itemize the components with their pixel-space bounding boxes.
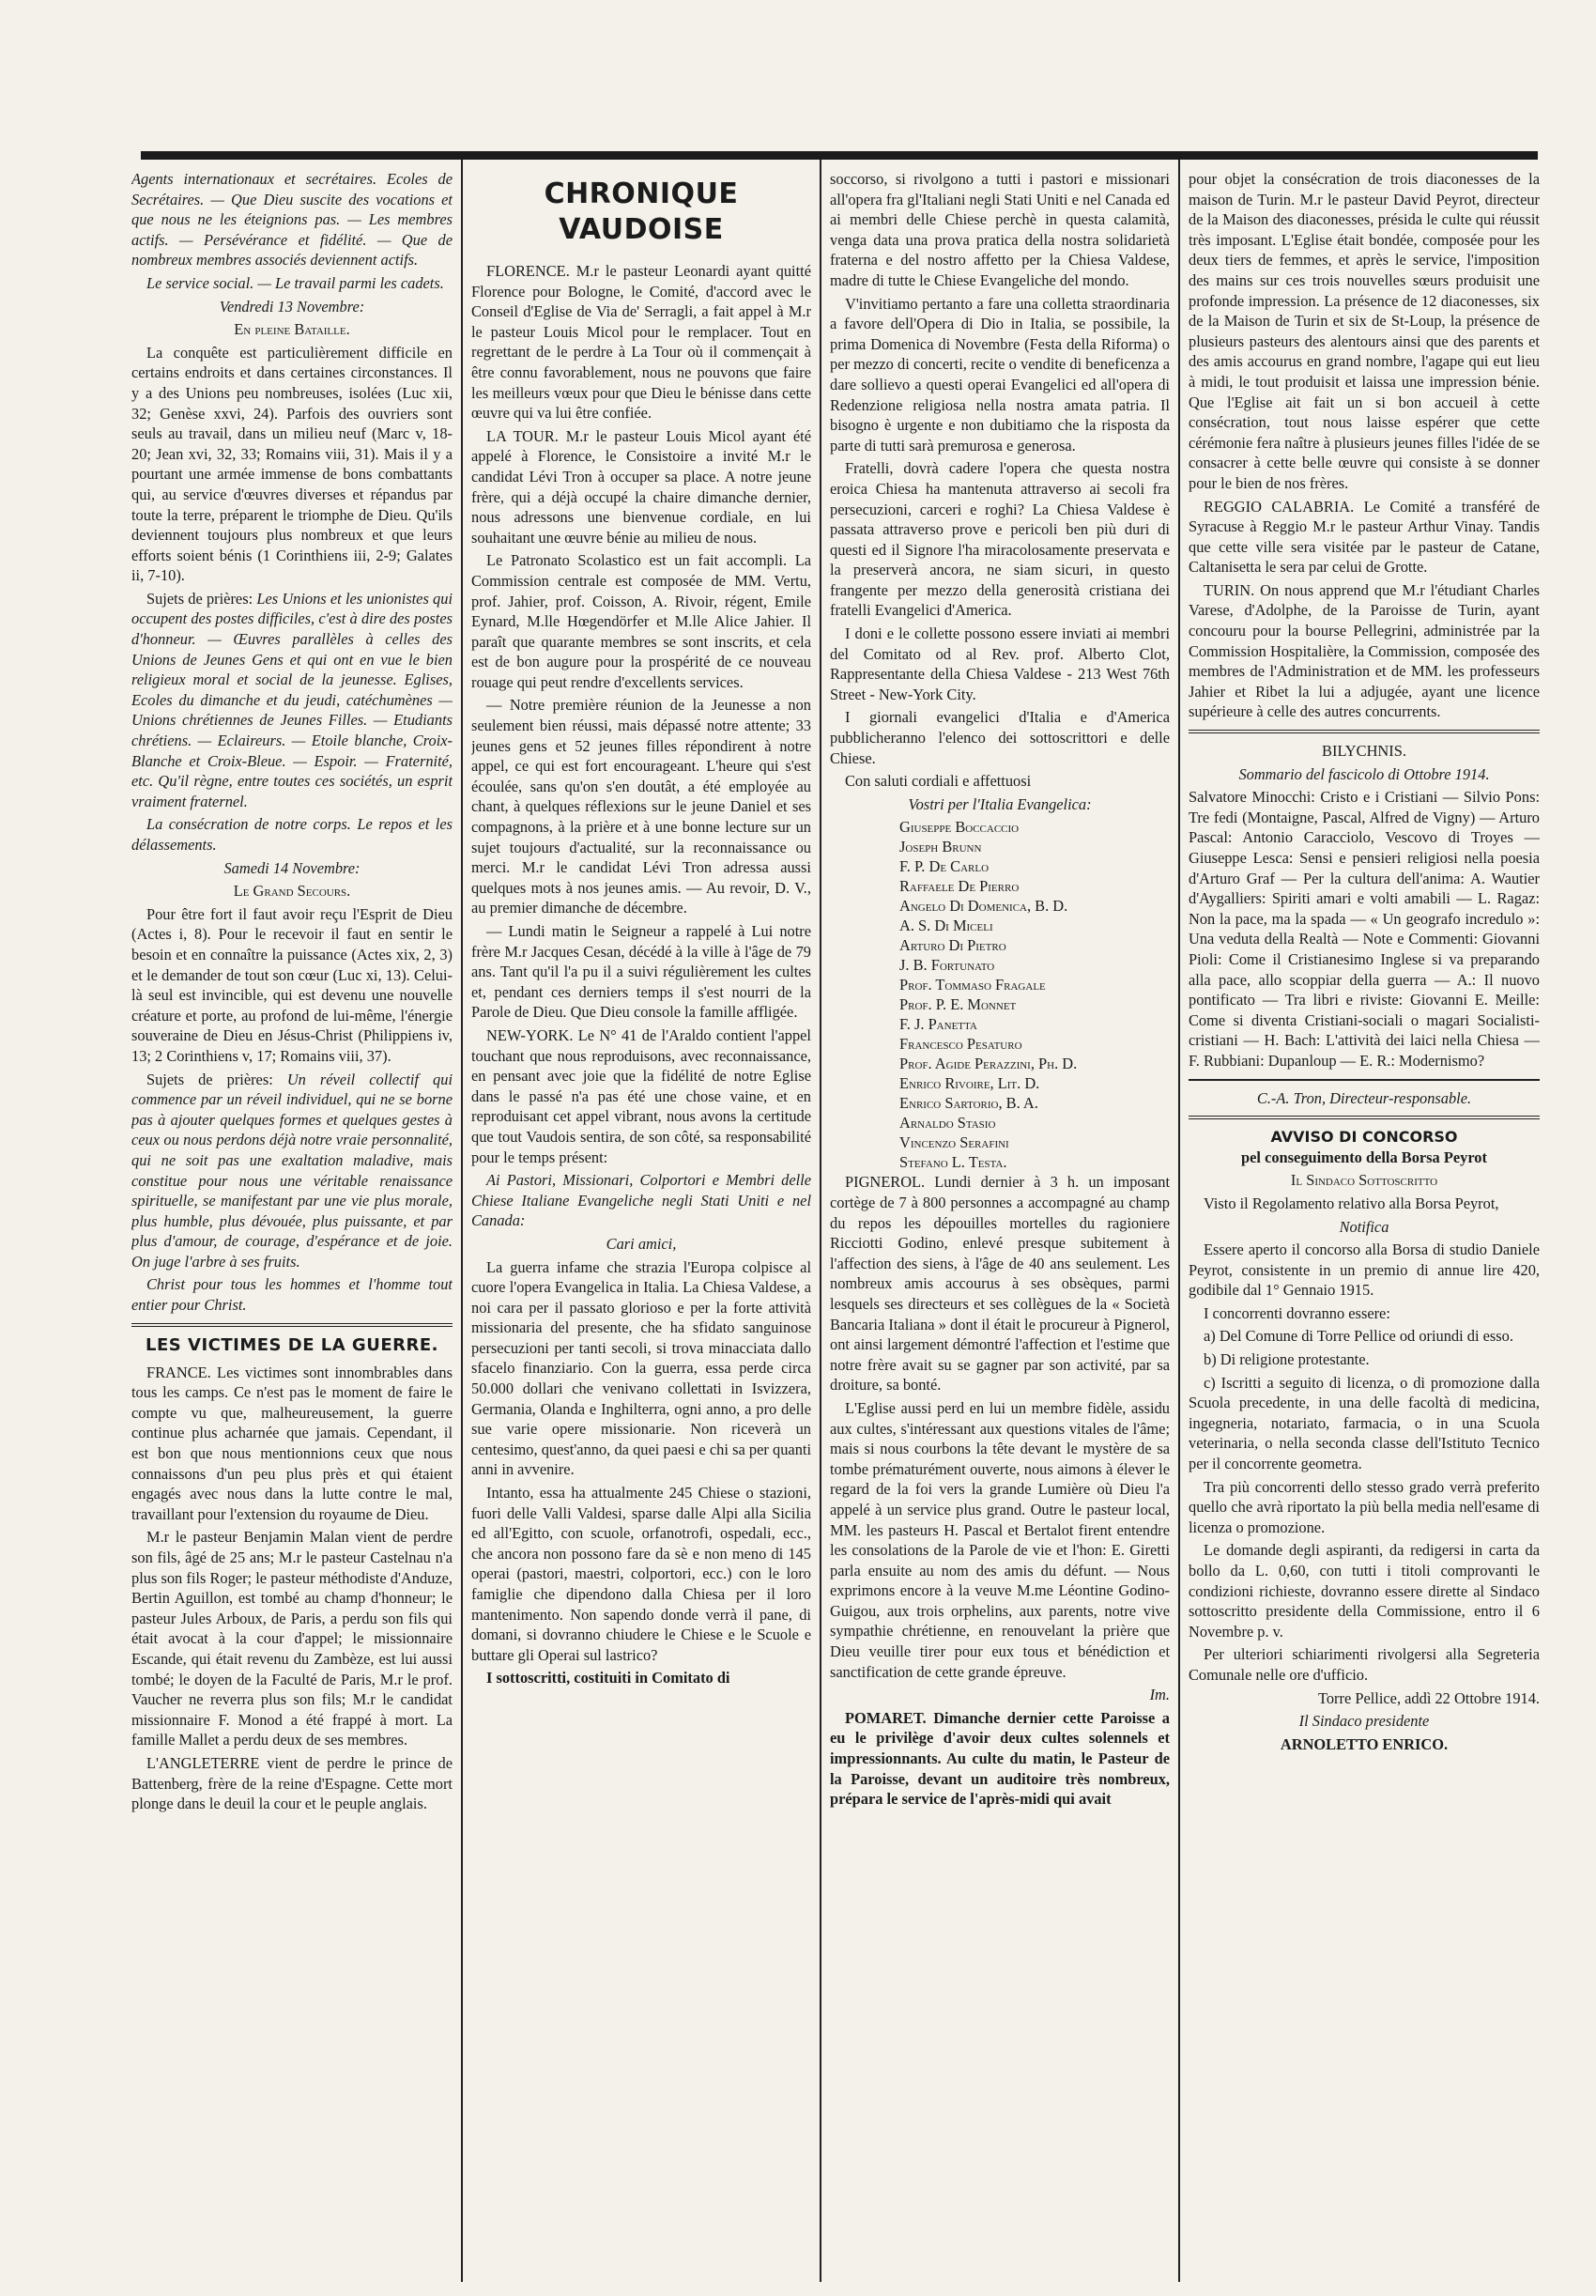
subheading: En pleine Bataille. <box>234 320 350 339</box>
paragraph: V'invitiamo pertanto a fare una colletta straordinaria a favore dell'Opera di Dio in Italia, se possibile, la prima Domenica di Novembre (Festa della Riforma) o per mezzo di concerti, recite o vendite di beneficenza a dare sollievo a questi operai Evangelici ed all'opera di Redenzione religiosa nella nostra amata patria. Il bisogno è urgente e non dubitiamo che la risposta da parte di tutti sarà premurosa e generosa. <box>830 294 1170 455</box>
closing: Vostri per l'Italia Evangelica: <box>908 794 1092 813</box>
paragraph: Christ pour tous les hommes et l'homme tout entier pour Christ. <box>131 1275 453 1315</box>
paragraph: Visto il Regolamento relativo alla Borsa Peyrot, <box>1204 1194 1499 1212</box>
signatory: Enrico Rivoire, Lit. D. <box>899 1074 1040 1093</box>
paragraph: pour objet la consécration de trois diaconesses de la maison de Turin. M.r le pasteur David Peyrot, directeur de la Maison des diaconesses, présida le culte qui réussit très imposant. L'Eglise était bondée, composée pour les deux tiers de femmes, et après le service, l'imposition des mains sur ces trois nouvelles sœurs produisit une profonde impression. La présence de 12 diaconesses, six de la Maison de Turin et six de St-Loup, la présence de plusieurs pasteurs des alentours ainsi que des parents et des amis accourus en grand nombre, l'agape qui eut lieu à midi, le tout produisit et laissa une impression bénie. Que l'Eglise ait fait un si bon accueil à cette consécration, tout nous laisse espérer que cette cérémonie fera naître à plusieurs jeunes filles l'idée de se consacrer à cette belle œuvre qui consiste à se donner pour le bien de nos frères. <box>1189 170 1540 492</box>
paragraph: LA TOUR. M.r le pasteur Louis Micol ayant été appelé à Florence, le Consistoire a invité M.r le candidat Lévi Tron à occuper sa place. A notre jeune frère, qui a déjà occupé la chaire dimanche dernier, nous adressons une bienvenue cordiale, en lui souhaitant une œuvre bénie au milieu de nous. <box>471 426 811 547</box>
signatory: Prof. Agide Perazzini, Ph. D. <box>899 1055 1078 1073</box>
paragraph: Con saluti cordiali e affettuosi <box>845 772 1032 791</box>
label: Sujets de prières: <box>146 1070 287 1088</box>
paragraph: Le Patronato Scolastico est un fait accompli. La Commission centrale est composée de MM. Vertu, prof. Jahier, prof. Coisson, A. Rivoir, régent, Emile Eynard, M.lle Hœgendörfer et M.lle Alice Jahier. Il paraît que quarante membres se sont inscrits, et cela est de bon augure pour la prospérité de ce nouveau rouage qui peut rendre d'excellents services. <box>471 551 811 691</box>
paragraph: Tra più concorrenti dello stesso grado verrà preferito quello che avrà riportato la più bella media nell'esame di licenza o promozione. <box>1189 1477 1540 1536</box>
signatory: A. S. Di Miceli <box>899 917 993 935</box>
paragraph: Le domande degli aspiranti, da redigersi in carta da bollo da L. 0,60, con tutti i titoli comprovanti le condizioni richieste, dovranno essere dirette al Sindaco sottoscritto presidente della Commissione, entro il 6 Novembre p. v. <box>1189 1541 1540 1641</box>
paragraph <box>131 1070 453 1272</box>
paragraph: NEW-YORK. Le N° 41 de l'Araldo contient l'appel touchant que nous reproduisons, avec reconnaissance, en pensant avec joie que la fidélité de notre Eglise dans le passé n'a pas été une chose vaine, et en reproduisant cet appel vibrant, nous avons la certitude que tout Vaudois sentira, de son côté, sa responsabilité pour le temps présent: <box>471 1025 811 1166</box>
paragraph: Notifica <box>1339 1217 1389 1236</box>
signatory: Joseph Brunn <box>899 838 982 856</box>
column-2 <box>471 169 811 1691</box>
label: Sujets de prières: <box>146 589 257 608</box>
subheading: Sommario del fascicolo di Ottobre 1914. <box>1238 764 1490 783</box>
paragraph: I concorrenti dovranno essere: <box>1204 1303 1390 1322</box>
paragraph: Intanto, essa ha attualmente 245 Chiese o stazioni, fuori delle Valli Valdesi, sparse dalle Alpi alla Sicilia ed all'Egitto, con scuole, orfanotrofi, ospedali, ecc., che ancora non possono fare da sè e non meno di 145 operai (pastori, maestri, colportori, ecc.) con le loro famiglie che dipendono dalla Chiesa per il loro mantenimento. Non sapendo donde verrà il pane, di domani, si dovranno chiudere le Chiese e le Scuole e buttare gli Operai sul lastrico? <box>471 1484 811 1664</box>
paragraph: La consécration de notre corps. Le repos et les délassements. <box>131 815 453 854</box>
signatory: Angelo Di Domenica, B. D. <box>899 897 1068 916</box>
paragraph: FRANCE. Les victimes sont innombrables dans tous les camps. Ce n'est pas le moment de faire le compte vu que, malheureusement, la guerre continue plus acharnée que jamais. Cependant, il est bon que nous mentionnions ceux que nous connaissons d'un peu plus près et qui étaient engagés avec nous dans la lutte contre le mal, travaillant pour l'extension du royaume de Dieu. <box>131 1363 453 1523</box>
paragraph: Essere aperto il concorso alla Borsa di studio Daniele Peyrot, consistente in un premio di annue lire 420, godibile dal 1° Gennaio 1915. <box>1189 1240 1540 1300</box>
date-line: Torre Pellice, addì 22 Ottobre 1914. <box>1318 1688 1540 1707</box>
signatory: Enrico Sartorio, B. A. <box>899 1094 1038 1113</box>
paragraph: Pour être fort il faut avoir reçu l'Esprit de Dieu (Actes i, 8). Pour le recevoir il faut en sentir le besoin et en connaître la puissance (Actes xix, 2, 3) et le demander de tout son cœur (Luc xi, 13). Celui-là seul est invincible, qui est devenu une nouvelle créature et porte, au profond de lui-même, l'énergie souveraine de Dieu en Jésus-Christ (Philippiens iv, 13; 2 Corinthiens v, 17; Romains viii, 37). <box>131 904 453 1065</box>
signatory: F. P. De Carlo <box>899 857 990 876</box>
paragraph: Salvatore Minocchi: Cristo e i Cristiani — Silvio Pons: Tre fedi (Montaigne, Pascal, Alfred de Vigny) — Arturo Pascal: Antonio Caracciolo, Vescovo di Troyes — Giuseppe Lesca: Sensi e pensieri religiosi nella poesia d'Arturo Graf — Per la cultura dell'anima: A. Wautier d'Aygalliers: Spiriti amari e volti amabili — L. Ragaz: Non la pace, ma la spada — « Un geografo incredulo »: Una veduta della Realtà — Note e Commenti: Giovanni Pioli: Come il Cristianesimo Inglese si va preparando alla pace, allo scoppiar della guerra — A.: Il nuovo pontificato — Tra libri e riviste: Giovanni E. Meille: Come si diventa Cristiani-sociali o magari Socialisti-cristiani — H. Bach: L'attività dei laici nella Chiesa — F. Rubbiani: Dupanloup — E. R.: Modernismo? <box>1189 788 1540 1070</box>
paragraph: Ai Pastori, Missionari, Colportori e Membri delle Chiese Italiane Evangeliche negli Stati Uniti e nel Canada: <box>471 1171 811 1230</box>
date-heading: Samedi 14 Novembre: <box>223 858 361 877</box>
signatory: F. J. Panetta <box>899 1015 977 1034</box>
signatory: Prof. P. E. Monnet <box>899 995 1017 1014</box>
paragraph: La guerra infame che strazia l'Europa colpisce al cuore l'opera Evangelica in Italia. La Chiesa Valdese, a noi cara per il passato glorioso e per la forte attività missionaria del presente, che ha sfidato sanguinose persecuzioni per tanti secoli, si trova minacciata dallo sfacelo finanziario. Con la guerra, essa perde circa 50.000 dollari che venivano collettati in Isvizzera, Germania, Olanda e Inghilterra, ogni anno, a pro delle sue varie opere missionarie. Non riceverà un centesimo, quest'anno, da quei paesi e chi sa per quanti anni in avvenire. <box>471 1257 811 1479</box>
paragraph: L'Eglise aussi perd en lui un membre fidèle, assidu aux cultes, s'intéressant aux questions vitales de l'âme; mais si nous courbons la tête devant le mystère de sa tombe prématurément ouverte, nous aimons à élever le regard de la foi vers la grande Lumière où Dieu l'a appelé à un service plus grand. Outre le pasteur local, MM. les pasteurs H. Pascal et Bertalot firent entendre les consolations de la Parole de vie et l'hon: E. Giretti parla ensuite au nom des amis du défunt. — Nous exprimons encore à la veuve M.me Léontine Godino-Guigou, aux trois orphelins, aux parents, notre vive sympathie chrétienne, en renouvelant la prière que Dieu veuille tirer pour eux tous et bénédiction et sanctification de cette grande épreuve. <box>830 1398 1170 1681</box>
paragraph: a) Del Comune di Torre Pellice od oriundi di esso. <box>1204 1327 1513 1346</box>
section-heading: BILYCHNIS. <box>1322 742 1406 761</box>
paragraph: I giornali evangelici d'Italia e d'America pubblicheranno l'elenco dei sottoscrittori e delle Chiese. <box>830 708 1170 767</box>
paragraph: b) Di religione protestante. <box>1204 1350 1370 1369</box>
date-heading: Vendredi 13 Novembre: <box>219 297 365 316</box>
signature: ARNOLETTO ENRICO. <box>1280 1734 1449 1753</box>
paragraph: — Lundi matin le Seigneur a rappelé à Lui notre frère M.r Jacques Cesan, décédé à la ville à l'âge de 79 ans. Tant qu'il l'a pu il a suivi régulièrement les cultes et, pendant ces derniers temps il s'est nourri de la Parole de Dieu. Que Dieu console la famille affligée. <box>471 922 811 1022</box>
paragraph: L'ANGLETERRE vient de perdre le prince de Battenberg, frère de la reine d'Espagne. Cette mort plonge dans le deuil la cour et le peuple anglais. <box>131 1753 453 1813</box>
paragraph: La conquête est particulièrement difficile en certains endroits et dans certaines circonstances. Il y a des Unions peu nombreuses, isolées (Luc xii, 32; Genèse xxvi, 24). Parfois des ouvriers sont seuls au travail, dans un milieu neuf (Marc v, 18-20; Jean xvi, 32, 33; Romains viii, 31). Mais il y a pourtant une armée immense de bons combattants qui, au service d'œuvres diverses et répandus par toute la terre, préparent le triomphe de Dieu. Qu'ils deviennent toujours plus nombreux et que leurs efforts soient bénis (1 Corinthiens iii, 2-9; Galates ii, 7-10). <box>131 343 453 585</box>
paragraph: Le service social. — Le travail parmi les cadets. <box>146 273 444 292</box>
paragraph: TURIN. On nous apprend que M.r l'étudiant Charles Varese, d'Adolphe, de la Paroisse de Turin, ayant concouru pour la bourse Pellegrini, administrée par la Commission Hospitalière, la Commission, composée des membres de l'Administration et de MM. les professeurs Jahier et Ribet la lui a adjugée, ayant une licence supérieure à celle des autres concurrents. <box>1189 580 1540 721</box>
director-line: C.-A. Tron, Directeur-responsable. <box>1256 1088 1472 1107</box>
notice-subtitle: pel conseguimento della Borsa Peyrot <box>1241 1148 1487 1166</box>
signatory-list <box>830 817 1170 1172</box>
column-1 <box>131 169 453 1817</box>
column-3 <box>830 169 1170 1812</box>
paragraph: — Notre première réunion de la Jeunesse a non seulement bien réussi, mais dépassé notre attente; 33 jeunes gens et 52 jeunes filles répondirent à notre appel, ce qui est fort encourageant. L'heure qui s'est écoulée, sans qu'on s'en doutât, a été employée au chant, à quelques réflexions sur le jeune Daniel et ses compagnons, à la prière et à une bonne lecture sur un sujet toujours d'actualité, sur la reconnaissance ou merci. M.r le candidat Lévi Tron adressa aussi quelques mots à nos jeunes amis. — Au revoir, D. V., au premier dimanche de décembre. <box>471 696 811 917</box>
signatory: Prof. Tommaso Fragale <box>899 976 1046 994</box>
subheading: Le Grand Secours. <box>233 882 351 901</box>
paragraph: c) Iscritti a seguito di licenza, o di promozione dalla Scuola precedente, in una delle facoltà di medicina, ingegneria, notariato, farmacia, o in una Scuola veterinaria, o nella seconda classe dell'Istituto Tecnico per il concorrente geometra. <box>1189 1373 1540 1473</box>
paragraph: FLORENCE. M.r le pasteur Leonardi ayant quitté Florence pour Bologne, le Comité, d'accord avec le Conseil d'Eglise de Via de' Serragli, a fait appel à M.r le pasteur Louis Micol pour le remplacer. Tout en regrettant de le perdre à La Tour où il commençait à être connu favorablement, nous ne pouvons que faire les meilleurs vœux pour que Dieu le bénisse dans cette œuvre qui va lui être confiée. <box>471 262 811 423</box>
separator <box>1189 1116 1540 1119</box>
paragraph: Per ulteriori schiarimenti rivolgersi alla Segreteria Comunale nelle ore d'ufficio. <box>1189 1645 1540 1684</box>
paragraph: Agents internationaux et secrétaires. Ecoles de Secrétaires. — Que Dieu suscite des vocations et que nous ne les éteignions pas. — Les membres actifs. — Persévérance et fidélité. — Que de nombreux membres associés deviennent actifs. <box>131 170 453 270</box>
signatory: Arnaldo Stasio <box>899 1114 996 1133</box>
separator <box>131 1323 453 1327</box>
separator <box>1189 1079 1540 1081</box>
signatory: Vincenzo Serafini <box>899 1133 1009 1152</box>
section-heading: CHRONIQUE VAUDOISE <box>544 177 739 246</box>
text: Un réveil collectif qui commence par un réveil individuel, qui ne se borne pas à ajouter quelques formes et quelques gestes à ceux ou nous perdons déjà notre vraie personnalité, qui ne soit pas une exaltation maladive, mais constitue pour nous une véritable renaissance spirituelle, se manifestant par une vie plus morale, plus humble, plus dévouée, plus puissante, et par plus d'amour, de courage, d'espérance et de joie. On juge l'arbre à ses fruits. <box>131 1070 453 1271</box>
paragraph: I sottoscritti, costituiti in Comitato di <box>486 1669 730 1687</box>
section-heading: LES VICTIMES DE LA GUERRE. <box>146 1334 438 1355</box>
paragraph: Fratelli, dovrà cadere l'opera che questa nostra eroica Chiesa ha mantenuta attraverso ai secoli fra persecuzioni, carceri e roghi? La Chiesa Valdese è passata attraverso prove e pericoli ben più duri di questi ed il Signore l'ha miracolosamente preservata e la preserverà ancora, ne siam sicuri, in questo frangente per mezzo della generosità cristiana dei fratelli Evangelici d'America. <box>830 459 1170 620</box>
column-divider <box>461 160 463 2282</box>
paragraph: REGGIO CALABRIA. Le Comité a transféré de Syracuse à Reggio M.r le pasteur Arthur Vinay. Tandis que cette ville sera visitée par le pasteur de Catane, Caltanisetta le sera par celui de Grotte. <box>1189 497 1540 577</box>
signatory: Francesco Pesaturo <box>899 1035 1022 1054</box>
signature-title: Il Sindaco presidente <box>1298 1712 1430 1731</box>
paragraph: Il Sindaco Sottoscritto <box>1290 1171 1438 1190</box>
column-4 <box>1189 169 1540 1757</box>
salutation: Cari amici, <box>606 1234 677 1253</box>
signature: Im. <box>1149 1686 1170 1704</box>
text: Les Unions et les unionistes qui occupent des postes difficiles, c'est à dire des postes d'honneur. — Œuvres parallèles à celles des Unions de Jeunes Gens et qui ont en vue le bien religieux moral et social de la jeunesse. Eglises, Ecoles du dimanche et du jeudi, catéchumènes — Unions chrétiennes de Jeunes Filles. — Etudiants chrétiens. — Eclaireurs. — Etoile blanche, Croix-Blanche et Croix-Bleue. — Espoir. — Fraternité, etc. Qu'il règne, entre toutes ces sociétés, un esprit vraiment fraternel. <box>131 589 453 810</box>
notice-title: AVVISO DI CONCORSO <box>1270 1128 1458 1147</box>
signatory: J. B. Fortunato <box>899 956 995 975</box>
signatory: Stefano L. Testa. <box>899 1153 1007 1172</box>
column-divider <box>1178 160 1180 2282</box>
signatory: Arturo Di Pietro <box>899 936 1006 955</box>
paragraph: M.r le pasteur Benjamin Malan vient de perdre son fils, âgé de 25 ans; M.r le pasteur Castelnau n'a plus son fils Roger; le pasteur méthodiste d'Anduze, Bertin Aguillon, est tombé au champ d'honneur; le pasteur Jules Arboux, de Paris, a perdu son fils qui était avocat à la cour d'appel; le missionnaire Escande, qui était revenu du Zambèze, est lui aussi tombé; le doyen de la Faculté de Paris, M.r le prof. Vaucher ne reverra plus son fils; M.r le candidat missionnaire F. Monod a été frappé à mort. La famille Mallet a perdu deux de ses membres. <box>131 1528 453 1749</box>
paragraph: I doni e le collette possono essere inviati ai membri del Comitato od al Rev. prof. Alberto Clot, Rappresentante della Chiesa Valdese - 213 West 76th Street - New-York City. <box>830 624 1170 703</box>
signatory: Giuseppe Boccaccio <box>899 818 1020 837</box>
paragraph: PIGNEROL. Lundi dernier à 3 h. un imposant cortège de 7 à 800 personnes a accompagné au champ du repos les dépouilles mortelles du ragioniere Ricciotti Godino, enlevé presque subitement à l'affection des siens, à l'âge de 40 ans seulement. Les nombreux amis accourus à ses obsèques, parmi lesquels ses directeurs et ses collègues de la « Società Bancaria Italiana » dont il était le procureur à Pignerol, ont ainsi largement démontré l'affection et l'estime que notre frère avait su se gagner par son activité, par sa droiture, sa bonté. <box>830 1173 1170 1395</box>
top-rule <box>141 151 1538 160</box>
column-divider <box>820 160 821 2282</box>
paragraph: POMARET. Dimanche dernier cette Paroisse a eu le privilège d'avoir deux cultes solennels et impressionnants. Au culte du matin, le Pasteur de la Paroisse, devant un auditoire très nombreux, prépara le service de l'après-midi qui avait <box>830 1708 1170 1809</box>
paragraph <box>131 589 453 812</box>
signatory: Raffaele De Pierro <box>899 877 1020 896</box>
paragraph: soccorso, si rivolgono a tutti i pastori e missionari all'opera fra gl'Italiani negli Stati Uniti e nel Canada ed ai membri delle Chiese perchè in questa calamità, venga data una prova pratica della nostra solidarietà fraterna e del nostro affetto per la Chiesa Valdese, madre di tutte le Chiese Evangeliche del mondo. <box>830 170 1170 289</box>
separator <box>1189 730 1540 733</box>
